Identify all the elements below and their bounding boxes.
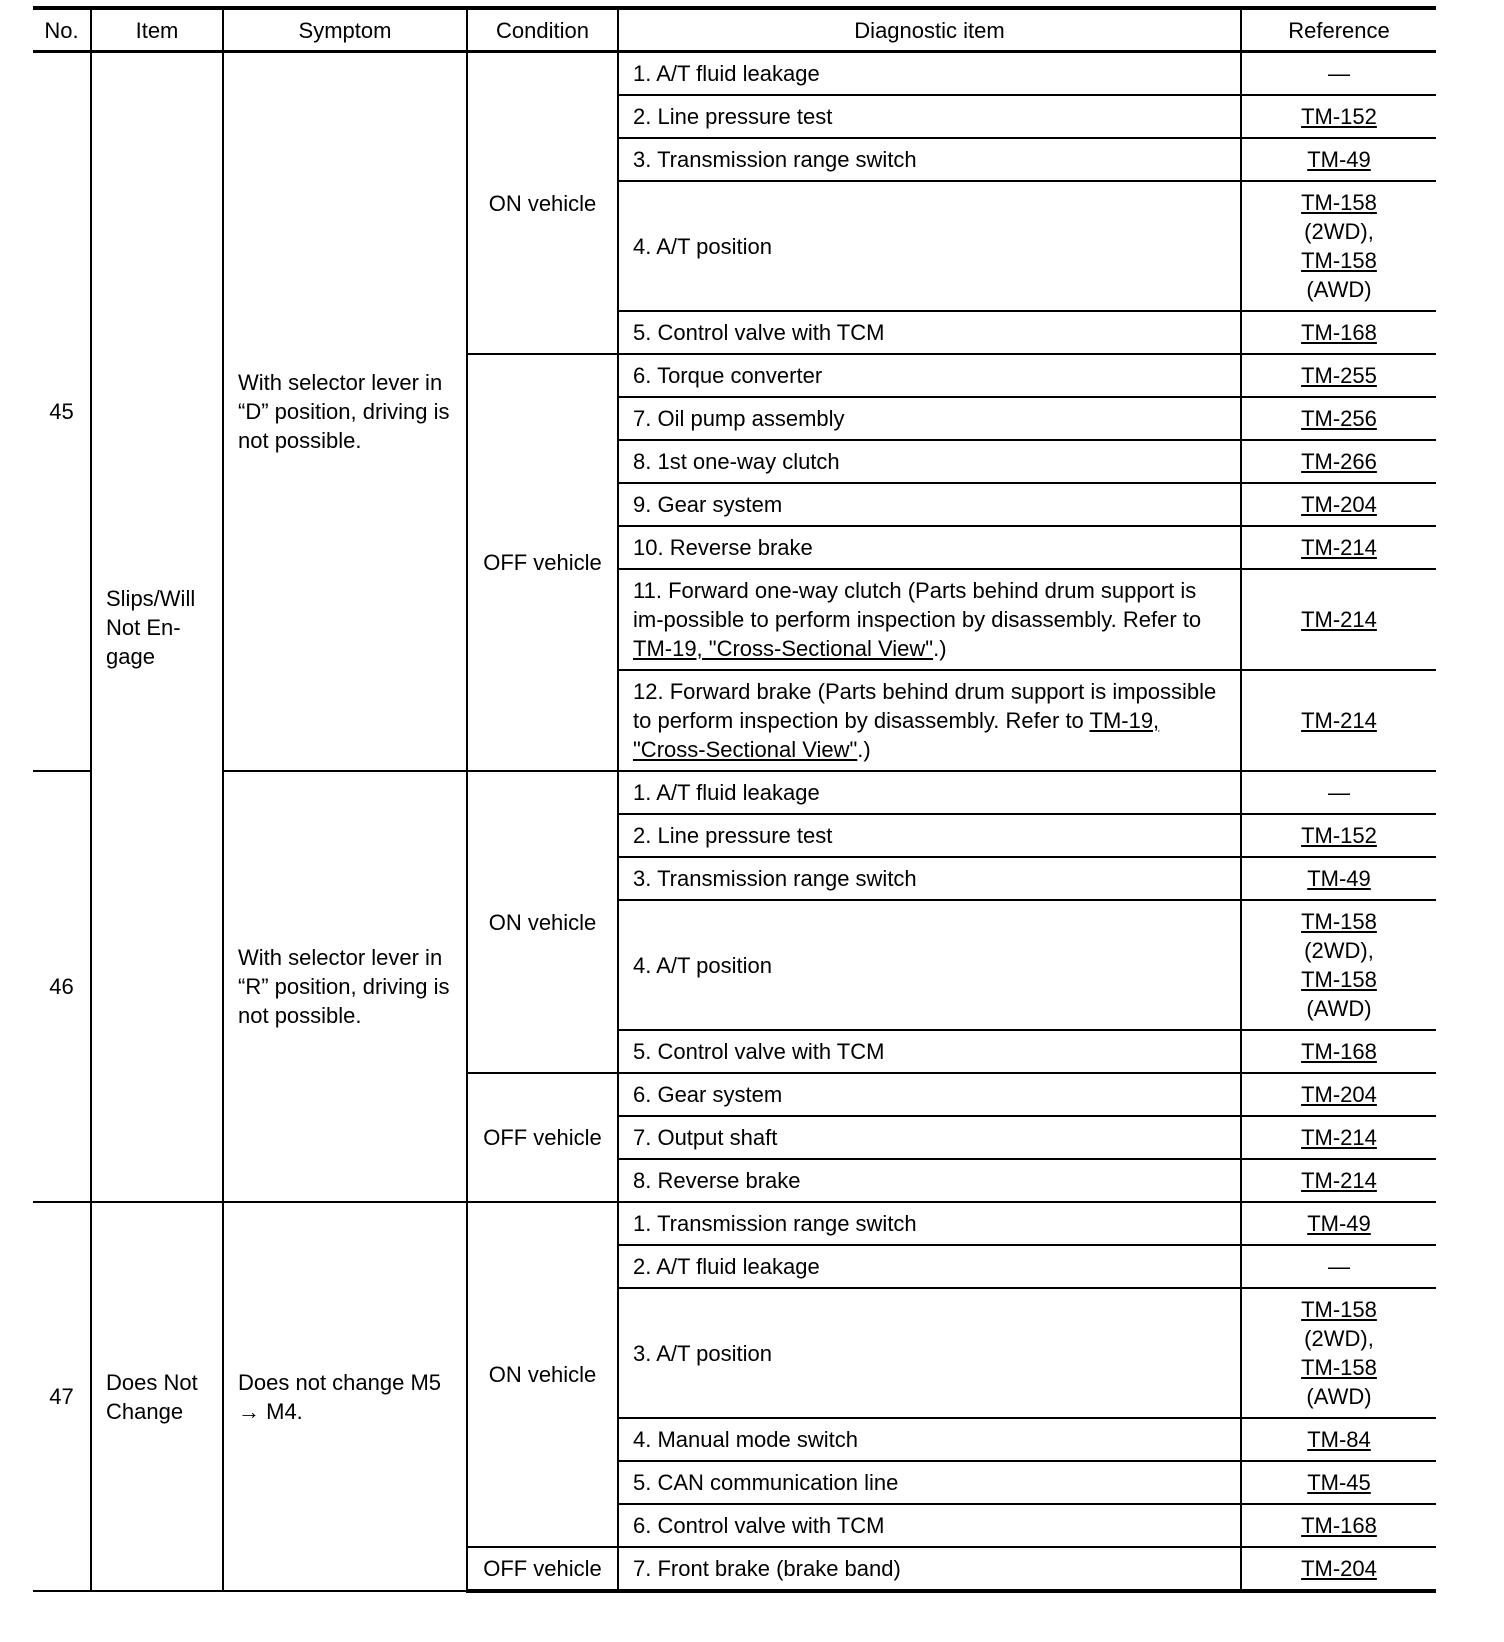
- reference-link-text[interactable]: TM-49: [1307, 866, 1371, 891]
- diagnostic-item-text-end: .): [933, 636, 947, 661]
- reference-link-text[interactable]: TM-214: [1301, 535, 1377, 560]
- reference-link-text[interactable]: TM-158: [1301, 967, 1377, 992]
- reference-link-text[interactable]: TM-84: [1307, 1427, 1371, 1452]
- symptom-47: Does not change M5 → M4.: [223, 1202, 467, 1591]
- reference-link: [1241, 95, 1436, 138]
- condition-on-vehicle: ON vehicle: [467, 771, 618, 1073]
- reference-link-text[interactable]: TM-204: [1301, 1082, 1377, 1107]
- reference-note: (2WD),: [1304, 219, 1374, 244]
- diagnostic-item: 4. A/T position: [618, 900, 1241, 1030]
- reference-link-text[interactable]: TM-152: [1301, 823, 1377, 848]
- diagnostic-item: 9. Gear system: [618, 483, 1241, 526]
- reference-link-text[interactable]: TM-168: [1301, 1513, 1377, 1538]
- reference-note: (2WD),: [1304, 1326, 1374, 1351]
- reference-link-text[interactable]: TM-255: [1301, 363, 1377, 388]
- diagnostic-item: 4. A/T position: [618, 181, 1241, 311]
- diagnostic-item: 6. Control valve with TCM: [618, 1504, 1241, 1547]
- reference-link: [1241, 1418, 1436, 1461]
- row-number-46: 46: [33, 771, 91, 1202]
- reference-link-text[interactable]: TM-45: [1307, 1470, 1371, 1495]
- condition-off-vehicle: OFF vehicle: [467, 1547, 618, 1591]
- diagnostic-item: 3. Transmission range switch: [618, 857, 1241, 900]
- reference-link-text[interactable]: TM-168: [1301, 320, 1377, 345]
- reference: —: [1241, 771, 1436, 814]
- reference-link-text[interactable]: TM-168: [1301, 1039, 1377, 1064]
- reference-link: [1241, 138, 1436, 181]
- reference-link: [1241, 1461, 1436, 1504]
- header-diagnostic-item: Diagnostic item: [618, 8, 1241, 52]
- reference-link: [1241, 670, 1436, 771]
- diagnostic-item: 8. Reverse brake: [618, 1159, 1241, 1202]
- reference-link-text[interactable]: TM-256: [1301, 406, 1377, 431]
- item-slips-will-not-engage: Slips/Will Not En-gage: [91, 52, 223, 1203]
- cross-sectional-view-link[interactable]: TM-19, "Cross-Sectional View": [633, 708, 1160, 762]
- diagnostic-item: 1. Transmission range switch: [618, 1202, 1241, 1245]
- diagnostic-item: 1. A/T fluid leakage: [618, 52, 1241, 96]
- item-does-not-change: Does Not Change: [91, 1202, 223, 1591]
- reference-multi: [1241, 1288, 1436, 1418]
- diagnostic-table: [33, 6, 1436, 1593]
- diagnostic-item: 7. Front brake (brake band): [618, 1547, 1241, 1591]
- diagnostic-item: 4. Manual mode switch: [618, 1418, 1241, 1461]
- symptom-46: With selector lever in “R” position, driving is not possible.: [223, 771, 467, 1202]
- reference-link: [1241, 857, 1436, 900]
- header-item: Item: [91, 8, 223, 52]
- reference-link-text[interactable]: TM-204: [1301, 492, 1377, 517]
- header-reference: Reference: [1241, 8, 1436, 52]
- reference-multi: [1241, 900, 1436, 1030]
- reference-link: [1241, 1116, 1436, 1159]
- diagnostic-item: [618, 569, 1241, 670]
- symptom-45: With selector lever in “D” position, driving is not possible.: [223, 52, 467, 772]
- reference-multi: [1241, 181, 1436, 311]
- row-number-47: 47: [33, 1202, 91, 1591]
- reference: —: [1241, 1245, 1436, 1288]
- diagnostic-item: 8. 1st one-way clutch: [618, 440, 1241, 483]
- diagnostic-item: 5. Control valve with TCM: [618, 311, 1241, 354]
- reference-link: [1241, 354, 1436, 397]
- reference-note: (AWD): [1306, 277, 1372, 302]
- diagnostic-item: 2. Line pressure test: [618, 814, 1241, 857]
- reference-link-text[interactable]: TM-214: [1301, 1125, 1377, 1150]
- condition-on-vehicle: ON vehicle: [467, 1202, 618, 1547]
- table-row: [33, 52, 1436, 96]
- reference-note: (AWD): [1306, 996, 1372, 1021]
- reference-link-text[interactable]: TM-158: [1301, 909, 1377, 934]
- reference-link-text[interactable]: TM-214: [1301, 1168, 1377, 1193]
- diagnostic-item-text: 11. Forward one-way clutch (Parts behind drum support is im-possible to perform inspection by disassembly. Refer to: [633, 578, 1202, 632]
- reference-link-text[interactable]: TM-266: [1301, 449, 1377, 474]
- table-row: [33, 771, 1436, 814]
- reference-link-text[interactable]: TM-49: [1307, 147, 1371, 172]
- diagnostic-item: 3. Transmission range switch: [618, 138, 1241, 181]
- reference-note: (AWD): [1306, 1384, 1372, 1409]
- reference-link: [1241, 1202, 1436, 1245]
- header-row: [33, 8, 1436, 52]
- reference-link-text[interactable]: TM-158: [1301, 248, 1377, 273]
- header-condition: Condition: [467, 8, 618, 52]
- condition-off-vehicle: OFF vehicle: [467, 1073, 618, 1202]
- diagnostic-item: 5. Control valve with TCM: [618, 1030, 1241, 1073]
- reference-link-text[interactable]: TM-158: [1301, 1297, 1377, 1322]
- diagnostic-item: 5. CAN communication line: [618, 1461, 1241, 1504]
- reference-link-text[interactable]: TM-158: [1301, 190, 1377, 215]
- reference-link-text[interactable]: TM-152: [1301, 104, 1377, 129]
- reference-link: [1241, 440, 1436, 483]
- diagnostic-item: 6. Gear system: [618, 1073, 1241, 1116]
- reference-link-text[interactable]: TM-49: [1307, 1211, 1371, 1236]
- diagnostic-item: 7. Output shaft: [618, 1116, 1241, 1159]
- diagnostic-item-text: 12. Forward brake (Parts behind drum support is impossible to perform inspection by disassembly. Refer to: [633, 679, 1217, 733]
- header-no: No.: [33, 8, 91, 52]
- row-number-45: 45: [33, 52, 91, 772]
- reference-link: [1241, 814, 1436, 857]
- reference-link-text[interactable]: TM-214: [1301, 607, 1377, 632]
- table-row: [33, 1202, 1436, 1245]
- diagnostic-item: 3. A/T position: [618, 1288, 1241, 1418]
- reference-link: [1241, 569, 1436, 670]
- reference-link: [1241, 1547, 1436, 1591]
- reference: —: [1241, 52, 1436, 96]
- diagnostic-item: 2. A/T fluid leakage: [618, 1245, 1241, 1288]
- reference-link: [1241, 483, 1436, 526]
- diagnostic-item: 2. Line pressure test: [618, 95, 1241, 138]
- reference-link: [1241, 1073, 1436, 1116]
- condition-off-vehicle: OFF vehicle: [467, 354, 618, 771]
- reference-note: (2WD),: [1304, 938, 1374, 963]
- reference-link-text[interactable]: TM-204: [1301, 1556, 1377, 1581]
- header-symptom: Symptom: [223, 8, 467, 52]
- reference-link-text[interactable]: TM-214: [1301, 708, 1377, 733]
- condition-on-vehicle: ON vehicle: [467, 52, 618, 355]
- reference-link: [1241, 311, 1436, 354]
- reference-link: [1241, 526, 1436, 569]
- diagnostic-item-text-end: .): [857, 737, 871, 762]
- reference-link: [1241, 397, 1436, 440]
- diagnostic-item: 10. Reverse brake: [618, 526, 1241, 569]
- reference-link: [1241, 1159, 1436, 1202]
- diagnostic-item: [618, 670, 1241, 771]
- reference-link: [1241, 1504, 1436, 1547]
- diagnostic-item: 6. Torque converter: [618, 354, 1241, 397]
- diagnostic-item: 7. Oil pump assembly: [618, 397, 1241, 440]
- cross-sectional-view-link[interactable]: TM-19, "Cross-Sectional View": [633, 636, 934, 661]
- reference-link-text[interactable]: TM-158: [1301, 1355, 1377, 1380]
- diagnostic-item: 1. A/T fluid leakage: [618, 771, 1241, 814]
- reference-link: [1241, 1030, 1436, 1073]
